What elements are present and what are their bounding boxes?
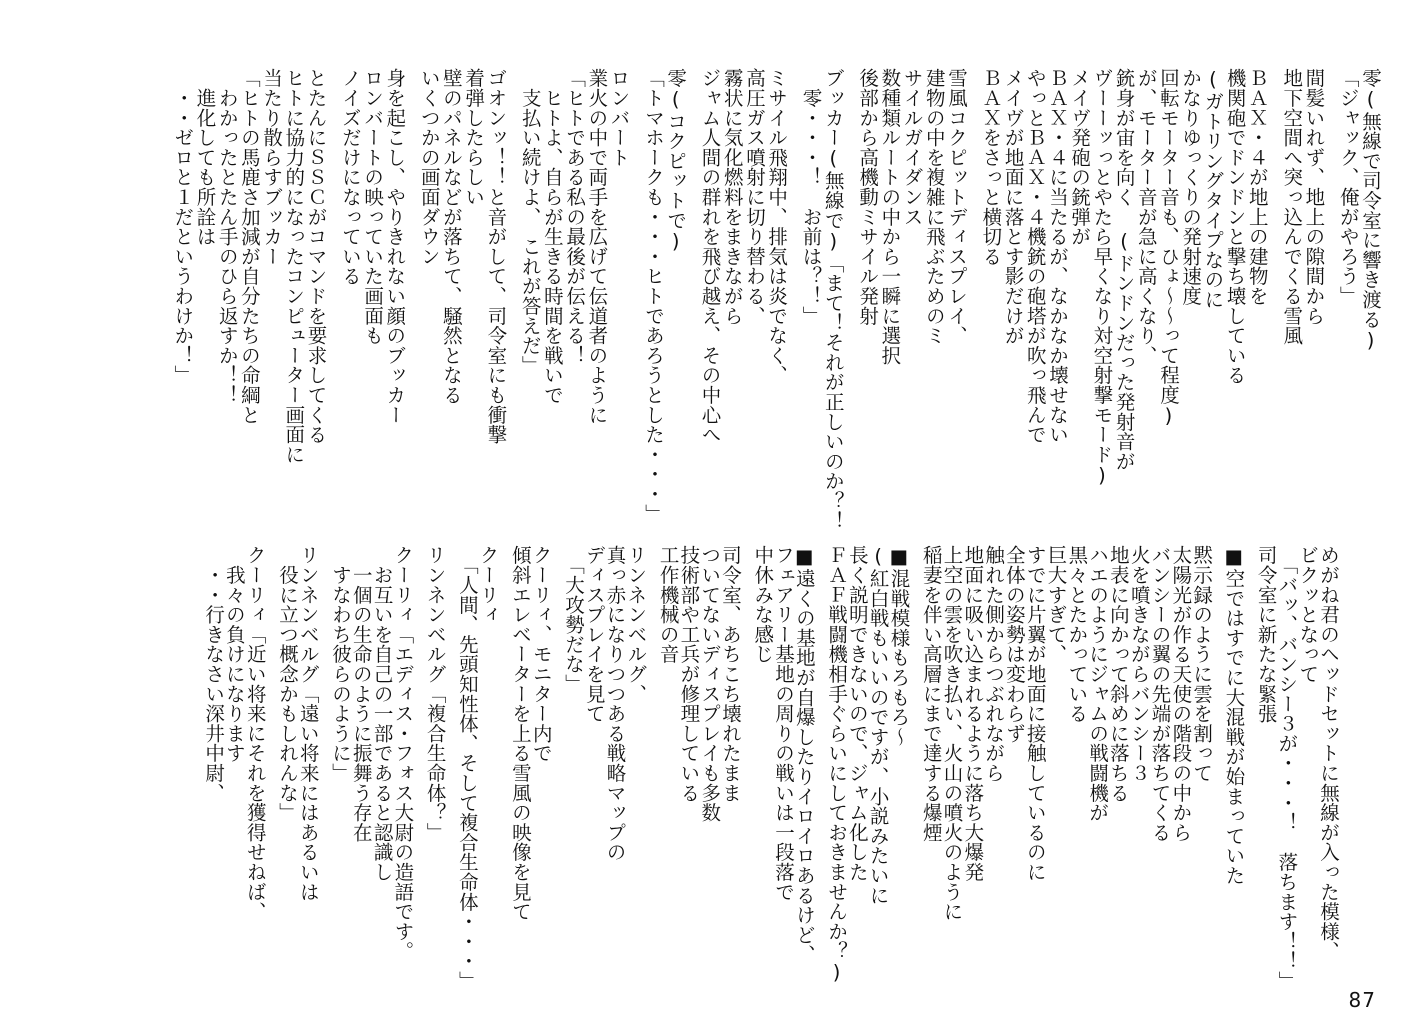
text-line: ＢＡＸ・４が地上の建物を	[1245, 68, 1269, 306]
text-line: ゴオンッ！！と音がして、司令室にも衝撃	[484, 68, 508, 445]
text-line: 傾斜エレベーターを上る雪風の映像を見て	[508, 545, 532, 922]
text-line: 全体の姿勢は変わらず	[1002, 545, 1026, 743]
text-line: ロンバート	[607, 68, 631, 167]
text-line: リンネンベルグ、	[624, 545, 648, 704]
text-line: 壁のパネルなどが落ちて、騒然となる	[439, 68, 463, 405]
text-line: ■空ではすでに大混戦が始まっていた	[1222, 545, 1246, 886]
text-line: メイヴ発砲の銃弾が	[1068, 68, 1092, 247]
text-line: 「人間、先頭知性体、そして複合生命体・・・」	[455, 545, 479, 991]
text-line: (紅白戦もいいのですが、小説みたいに	[866, 545, 890, 905]
text-line: 「大攻勢だな」	[561, 545, 585, 694]
text-line: すでに片翼が地面に接触しているのに	[1023, 545, 1047, 882]
text-line: 支払い続けよ、 これが答えだ」	[518, 68, 542, 376]
text-line: 火を噴きながらバンシー３	[1127, 545, 1151, 783]
text-line: 業火の中で両手を広げて伝道者のように	[585, 68, 609, 425]
text-line: ノイズだけになっている	[338, 68, 362, 286]
text-line: 「トマホークも・・・ヒトであろうとした・・・」	[641, 68, 665, 524]
text-line: ヴーーッっとやたら早くなり対空射撃モード)	[1090, 68, 1114, 488]
text-line: 高圧ガス噴射に切り替わる、	[742, 68, 766, 326]
text-line: 霧状に気化燃料をまきながら	[720, 68, 744, 326]
text-line: ヒトに協力的になったコンピューター画面に	[282, 68, 306, 464]
text-line: リンネンベルグ「遠い将来にはあるいは	[296, 545, 320, 902]
text-line: 「バッ、バンシー３が・・・！ 落ちます！！」	[1275, 545, 1299, 991]
text-line: ジャム人間の群れを飛び越え、その中心へ	[698, 68, 722, 445]
text-line: かなりゆっくりの発射速度	[1179, 68, 1203, 306]
text-line: クーリィ「近い将来にそれを獲得せねば、	[243, 545, 267, 922]
text-line: 間髪いれず、地上の隙間から	[1302, 68, 1326, 326]
text-line: が、モーター音が急に高くなり、	[1134, 68, 1158, 365]
text-line: ついてないディスプレイも多数	[698, 545, 722, 823]
text-line: 建物の中を複雑に飛ぶためのミ	[922, 68, 946, 346]
text-line: 黒々とたかっている	[1065, 545, 1089, 724]
text-line: クーリィ	[476, 545, 500, 625]
text-line: 零・・・！ お前は？！」	[799, 68, 823, 326]
text-line: 回転モーター音も、ひょ〜〜って程度)	[1156, 68, 1180, 428]
text-line: 真っ赤になりつつある戦略マップの	[603, 545, 627, 862]
text-line: 数種類ルートの中から一瞬に選択	[878, 68, 902, 365]
text-line: 我々の負けになります	[222, 545, 246, 763]
text-line: 長く説明できないので、ジャム化した	[845, 545, 869, 882]
text-line: やっとＢＡＸ・４機銃の砲塔が吹っ飛んで	[1023, 68, 1047, 445]
text-line: バンシーの翼の先端が落ちてくる	[1148, 545, 1172, 842]
text-line: 司令室に新たな緊張	[1254, 545, 1278, 724]
text-line: お互いを自己の一部であると認識し	[370, 545, 394, 882]
text-line: めがね君のヘッドセットに無線が入った模様、	[1317, 545, 1340, 961]
text-line: 零(コクピットで)	[664, 68, 688, 254]
text-line: 機関砲でドンドンと撃ち壊している	[1223, 68, 1247, 385]
text-line: とたんにＳＳＣがコマンドを要求してくる	[304, 68, 328, 445]
text-line: 触れた側からつぶれながら	[982, 545, 1006, 783]
text-line: 巨大すぎて、	[1044, 545, 1068, 664]
text-line: メイヴが地面に落とす影だけが	[1001, 68, 1025, 346]
text-line: 「ジャック、俺がやろう」	[1336, 68, 1360, 306]
text-line: 雪風コクピットディスプレイ、	[944, 68, 968, 346]
text-line: ＢＡＸをさっと横切る	[979, 68, 1003, 266]
text-line: ■遠くの基地が自爆したりイロイロあるけど、	[792, 545, 816, 965]
text-line: 「ヒトである私の最後が伝える！	[563, 68, 587, 365]
text-line: クーリィ「エディス・フォス大尉の造語です。	[391, 545, 415, 961]
text-line: 工作機械の音	[656, 545, 680, 664]
text-line: ＦＡＦ戦闘機相手ぐらいにしておきませんか？)	[825, 545, 849, 985]
text-line: 「ヒトの馬鹿さ加減が自分たちの命綱と	[237, 68, 261, 425]
text-line: クーリィ、モニター内で	[529, 545, 553, 763]
text-line: ロンバートの映っていた画面も	[361, 68, 385, 346]
text-line: いくつかの画面ダウン	[417, 68, 441, 266]
text-line: 零(無線で司令室に響き渡る)	[1359, 68, 1382, 353]
text-line: 稲妻を伴い高層にまで達する爆煙	[919, 545, 943, 842]
text-line: 上空の雲を吹き払い、火山の噴火のように	[940, 545, 964, 922]
text-line: 身を起こし、やりきれない顔のブッカー	[383, 68, 407, 425]
text-line: 中休みな感じ	[751, 545, 775, 664]
text-line: (ガトリングタイプなのに	[1201, 68, 1225, 310]
text-line: リンネンベルグ「複合生命体？」	[423, 545, 447, 842]
text-line: ディスプレイを見て	[582, 545, 606, 724]
text-line: すなわち彼らのように」	[329, 545, 352, 783]
text-line: ・・行きなさい深井中尉、	[202, 545, 226, 803]
text-line: ヒトよ、自らが生きる時間を戦いで	[540, 68, 564, 405]
text-line: ハエのようにジャムの戦闘機が	[1086, 545, 1110, 823]
text-line: ビクッとなって	[1296, 545, 1320, 684]
text-line: わかったとたん手のひら返すか！！	[215, 68, 239, 405]
text-line: サイルガイダンス	[900, 68, 924, 227]
text-line: 太陽光が作る天使の階段の中から	[1169, 545, 1193, 842]
text-line: 黙示録のように雲を割って	[1190, 545, 1214, 783]
text-line: 一個の生命のように振舞う存在	[349, 545, 373, 842]
text-line: フェアリー基地の周りの戦いは一段落で	[772, 545, 796, 902]
text-line: 着弾したらしい	[462, 68, 486, 207]
text-line: 地下空間へ突っ込んでくる雪風	[1280, 68, 1304, 346]
text-line: ・・ゼロと１だというわけか！」	[171, 68, 195, 385]
text-line: ブッカー(無線で)「まて！それが正しいのか？！	[821, 68, 845, 531]
text-line: 地表に向かって斜めに落ちる	[1106, 545, 1130, 803]
text-line: 役に立つ概念かもしれんな」	[275, 545, 299, 823]
text-line: 後部から高機動ミサイル発射	[856, 68, 880, 326]
text-line: ■混戦模様もろもろ〜	[887, 545, 911, 747]
text-line: ＢＡＸ・４に当たるが、なかなか壊せない	[1045, 68, 1069, 445]
page-number: 87	[1348, 988, 1376, 1012]
text-line: 司令室、あちこち壊れたまま	[719, 545, 742, 803]
text-line: 銃身が宙を向く (ドンドンだった発射音が	[1112, 68, 1136, 471]
text-line: ミサイル飛翔中、排気は炎でなく、	[765, 68, 789, 385]
text-line: 地面に吸い込まれるように落ち大爆発	[961, 545, 985, 882]
text-line: 進化しても所詮は	[193, 68, 217, 247]
text-line: 技術部や工兵が修理している	[677, 545, 701, 803]
text-line: 当たり散らすブッカー	[260, 68, 284, 266]
